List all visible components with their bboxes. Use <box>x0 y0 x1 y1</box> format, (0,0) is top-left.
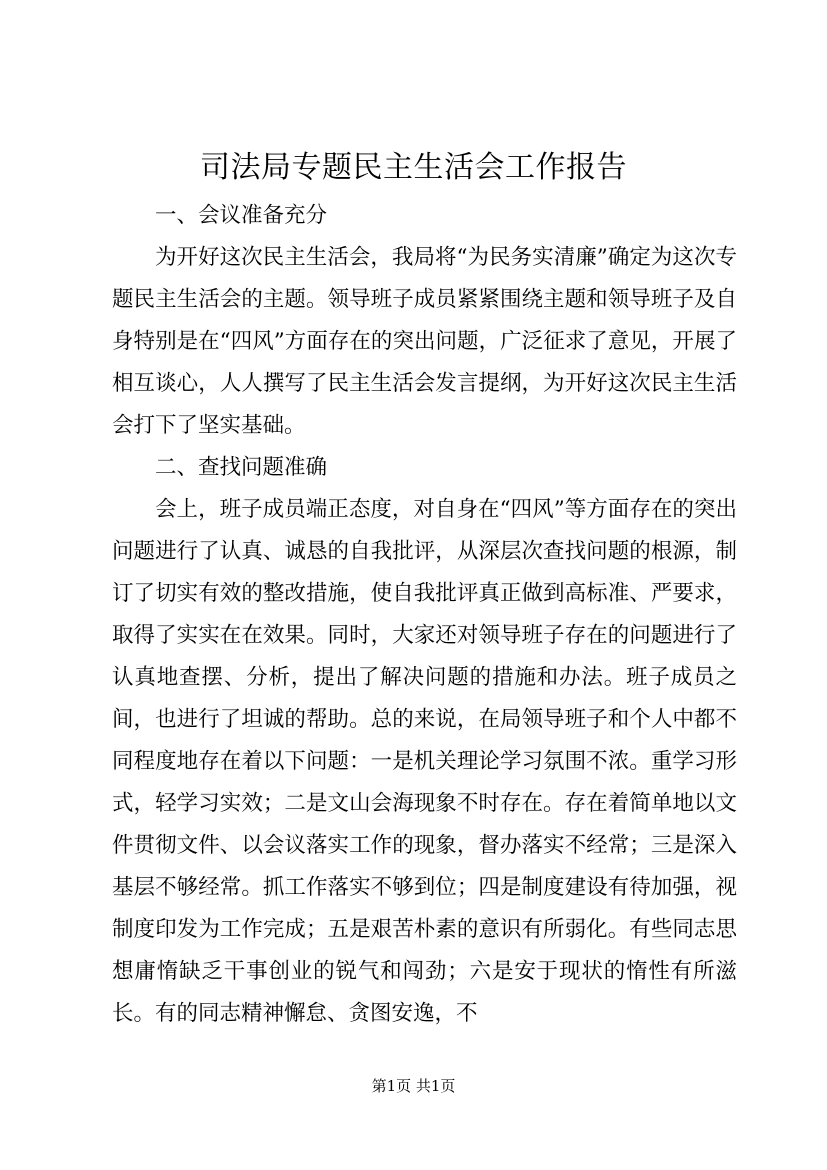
document-title: 司法局专题民主生活会工作报告 <box>200 150 627 185</box>
body-paragraph-1: 为开好这次民主生活会，我局将“为民务实清廉”确定为这次专题民主生活会的主题。领导班子成员紧紧围绕主题和领导班子及自身特别是在“四风”方面存在的突出问题，广泛征求了意见，开展了相互谈心，人人撰写了民主生活会发言提纲，为开好这次民主生活会打下了坚实基础。 <box>112 245 737 438</box>
page-footer: 第1页 共1页 <box>371 1077 456 1095</box>
body-paragraph-2: 会上，班子成员端正态度，对自身在“四风”等方面存在的突出问题进行了认真、诚恳的自我批评，从深层次查找问题的根源，制订了切实有效的整改措施，使自我批评真正做到高标准、严要求，取得了实实在在效果。同时，大家还对领导班子存在的问题进行了认真地查摆、分析，提出了解决问题的措施和办法。班子成员之间，也进行了坦诚的帮助。总的来说，在局领导班子和个人中都不同程度地存在着以下问题：一是机关理论学习氛围不浓。重学习形式，轻学习实效；二是文山会海现象不时存在。存在着简单地以文件贯彻文件、以会议落实工作的现象，督办落实不经常；三是深入基层不够经常。抓工作落实不够到位；四是制度建设有待加强，视制度印发为工作完成；五是艰苦朴素的意识有所弱化。有些同志思想庸惰缺乏干事创业的锐气和闯劲；六是安于现状的惰性有所滋长。有的同志精神懈怠、贪图安逸，不 <box>112 497 737 1026</box>
section-heading-2: 二、查找问题准确 <box>155 455 328 480</box>
section-heading-1: 一、会议准备充分 <box>155 203 328 228</box>
document-body <box>112 195 737 1035</box>
